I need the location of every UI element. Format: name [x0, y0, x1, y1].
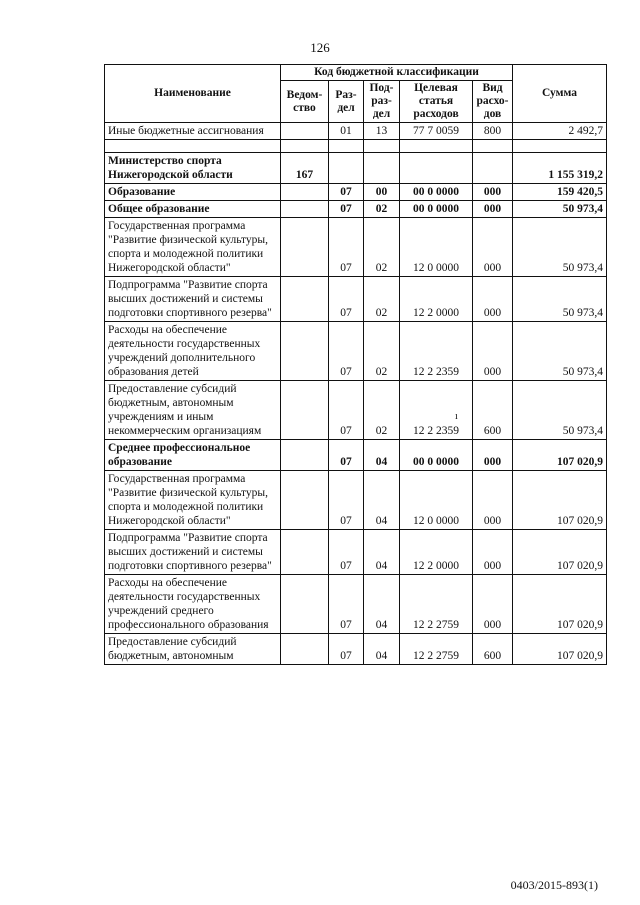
cell-rz [329, 153, 364, 184]
cell-name: Предоставление субсидий бюджетным, автономным учреждениям и иным некоммерческим организациям [105, 381, 281, 440]
cell-rz: 07 [329, 575, 364, 634]
cell-sum: 159 420,5 [513, 184, 607, 201]
cell-ved [281, 184, 329, 201]
table-row [105, 381, 607, 440]
cell-name: Расходы на обеспечение деятельности государственных учреждений дополнительного образования детей [105, 322, 281, 381]
cell-vr: 600 [473, 634, 513, 665]
cell-cs: 00 0 0000 [400, 440, 473, 471]
cell-pr: 02 [364, 201, 400, 218]
cell-name: Подпрограмма "Развитие спорта высших достижений и системы подготовки спортивного резерва" [105, 277, 281, 322]
cell-rz: 07 [329, 440, 364, 471]
cell-cs: 00 0 0000 [400, 184, 473, 201]
cell-pr: 02 [364, 277, 400, 322]
cell-name: Подпрограмма "Развитие спорта высших достижений и системы подготовки спортивного резерва" [105, 530, 281, 575]
empty-cell [473, 140, 513, 153]
cell-sum: 107 020,9 [513, 471, 607, 530]
cell-pr: 00 [364, 184, 400, 201]
cell-pr: 04 [364, 634, 400, 665]
cell-vr: 000 [473, 471, 513, 530]
cell-name: Среднее профессиональное образование [105, 440, 281, 471]
header-vedomstvo: Ведом-ство [281, 81, 329, 123]
cell-cs: 12 2 2359 [400, 322, 473, 381]
cell-ved [281, 530, 329, 575]
cell-vr: 000 [473, 184, 513, 201]
empty-cell [105, 140, 281, 153]
cell-vr: 000 [473, 575, 513, 634]
cell-pr: 02 [364, 218, 400, 277]
empty-cell [400, 140, 473, 153]
table-row [105, 218, 607, 277]
cell-name: Государственная программа "Развитие физической культуры, спорта и молодежной политики Нижегородской области" [105, 471, 281, 530]
cell-pr: 02 [364, 322, 400, 381]
page-number: 126 [310, 40, 330, 55]
cell-vr: 000 [473, 530, 513, 575]
table-row [105, 530, 607, 575]
cell-cs: 12 2 0000 [400, 530, 473, 575]
cell-sum: 50 973,4 [513, 381, 607, 440]
cell-vr: 000 [473, 218, 513, 277]
table-row [105, 322, 607, 381]
table-row [105, 123, 607, 140]
cell-cs: 12 2 2759 [400, 575, 473, 634]
cell-ved [281, 322, 329, 381]
cell-pr: 04 [364, 440, 400, 471]
cell-sum: 107 020,9 [513, 634, 607, 665]
cell-rz: 07 [329, 277, 364, 322]
cell-sum: 50 973,4 [513, 322, 607, 381]
cell-name: Министерство спорта Нижегородской области [105, 153, 281, 184]
cell-vr [473, 153, 513, 184]
table-row [105, 184, 607, 201]
cell-rz: 07 [329, 218, 364, 277]
cell-sum: 107 020,9 [513, 575, 607, 634]
budget-table [104, 64, 607, 665]
cell-pr: 04 [364, 530, 400, 575]
cell-cs: 12 2 0000 [400, 277, 473, 322]
cell-cs: 12 2 2359 [400, 381, 473, 440]
header-code-group: Код бюджетной классификации [281, 65, 513, 81]
table-row [105, 575, 607, 634]
cell-pr: 02 [364, 381, 400, 440]
table-row [105, 201, 607, 218]
table-row [105, 634, 607, 665]
cell-cs [400, 153, 473, 184]
cell-name: Иные бюджетные ассигнования [105, 123, 281, 140]
cell-name: Расходы на обеспечение деятельности государственных учреждений среднего профессионального образования [105, 575, 281, 634]
cell-pr: 04 [364, 471, 400, 530]
cell-ved [281, 471, 329, 530]
cell-cs: 12 2 2759 [400, 634, 473, 665]
header-podrazdel: Под-раз-дел [364, 81, 400, 123]
cell-rz: 07 [329, 201, 364, 218]
cell-name: Общее образование [105, 201, 281, 218]
cell-ved [281, 381, 329, 440]
empty-cell [513, 140, 607, 153]
cell-ved [281, 440, 329, 471]
header-vid: Вид расхо-дов [473, 81, 513, 123]
header-name: Наименование [105, 65, 281, 123]
cell-sum: 2 492,7 [513, 123, 607, 140]
cell-sum: 50 973,4 [513, 201, 607, 218]
cell-sum: 107 020,9 [513, 530, 607, 575]
cell-name: Предоставление субсидий бюджетным, автономным [105, 634, 281, 665]
cell-pr [364, 153, 400, 184]
table-row [105, 471, 607, 530]
cell-vr: 000 [473, 201, 513, 218]
cell-ved [281, 575, 329, 634]
cell-rz: 07 [329, 471, 364, 530]
document-code: 0403/2015-893(1) [510, 878, 598, 892]
cell-vr: 800 [473, 123, 513, 140]
cell-rz: 07 [329, 530, 364, 575]
stray-mark: ı [455, 411, 458, 422]
header-sum: Сумма [513, 65, 607, 123]
cell-rz: 07 [329, 322, 364, 381]
cell-vr: 000 [473, 277, 513, 322]
cell-sum: 107 020,9 [513, 440, 607, 471]
cell-vr: 000 [473, 440, 513, 471]
cell-ved [281, 277, 329, 322]
empty-cell [329, 140, 364, 153]
cell-ved [281, 634, 329, 665]
cell-ved [281, 201, 329, 218]
cell-rz: 07 [329, 634, 364, 665]
cell-name: Государственная программа "Развитие физической культуры, спорта и молодежной политики Нижегородской области" [105, 218, 281, 277]
cell-rz: 01 [329, 123, 364, 140]
empty-cell [364, 140, 400, 153]
cell-cs: 77 7 0059 [400, 123, 473, 140]
cell-ved [281, 123, 329, 140]
empty-cell [281, 140, 329, 153]
cell-sum: 50 973,4 [513, 277, 607, 322]
cell-pr: 04 [364, 575, 400, 634]
cell-vr: 000 [473, 322, 513, 381]
cell-pr: 13 [364, 123, 400, 140]
cell-sum: 1 155 319,2 [513, 153, 607, 184]
cell-ved [281, 218, 329, 277]
table-body [105, 123, 607, 665]
cell-rz: 07 [329, 184, 364, 201]
cell-sum: 50 973,4 [513, 218, 607, 277]
table-row [105, 153, 607, 184]
cell-name: Образование [105, 184, 281, 201]
table-row [105, 440, 607, 471]
table-row [105, 277, 607, 322]
cell-vr: 600 [473, 381, 513, 440]
cell-cs: 00 0 0000 [400, 201, 473, 218]
header-celevaya: Целевая статья расходов [400, 81, 473, 123]
cell-cs: 12 0 0000 [400, 471, 473, 530]
header-razdel: Раз-дел [329, 81, 364, 123]
spacer-row [105, 140, 607, 153]
cell-cs: 12 0 0000 [400, 218, 473, 277]
cell-rz: 07 [329, 381, 364, 440]
cell-ved: 167 [281, 153, 329, 184]
